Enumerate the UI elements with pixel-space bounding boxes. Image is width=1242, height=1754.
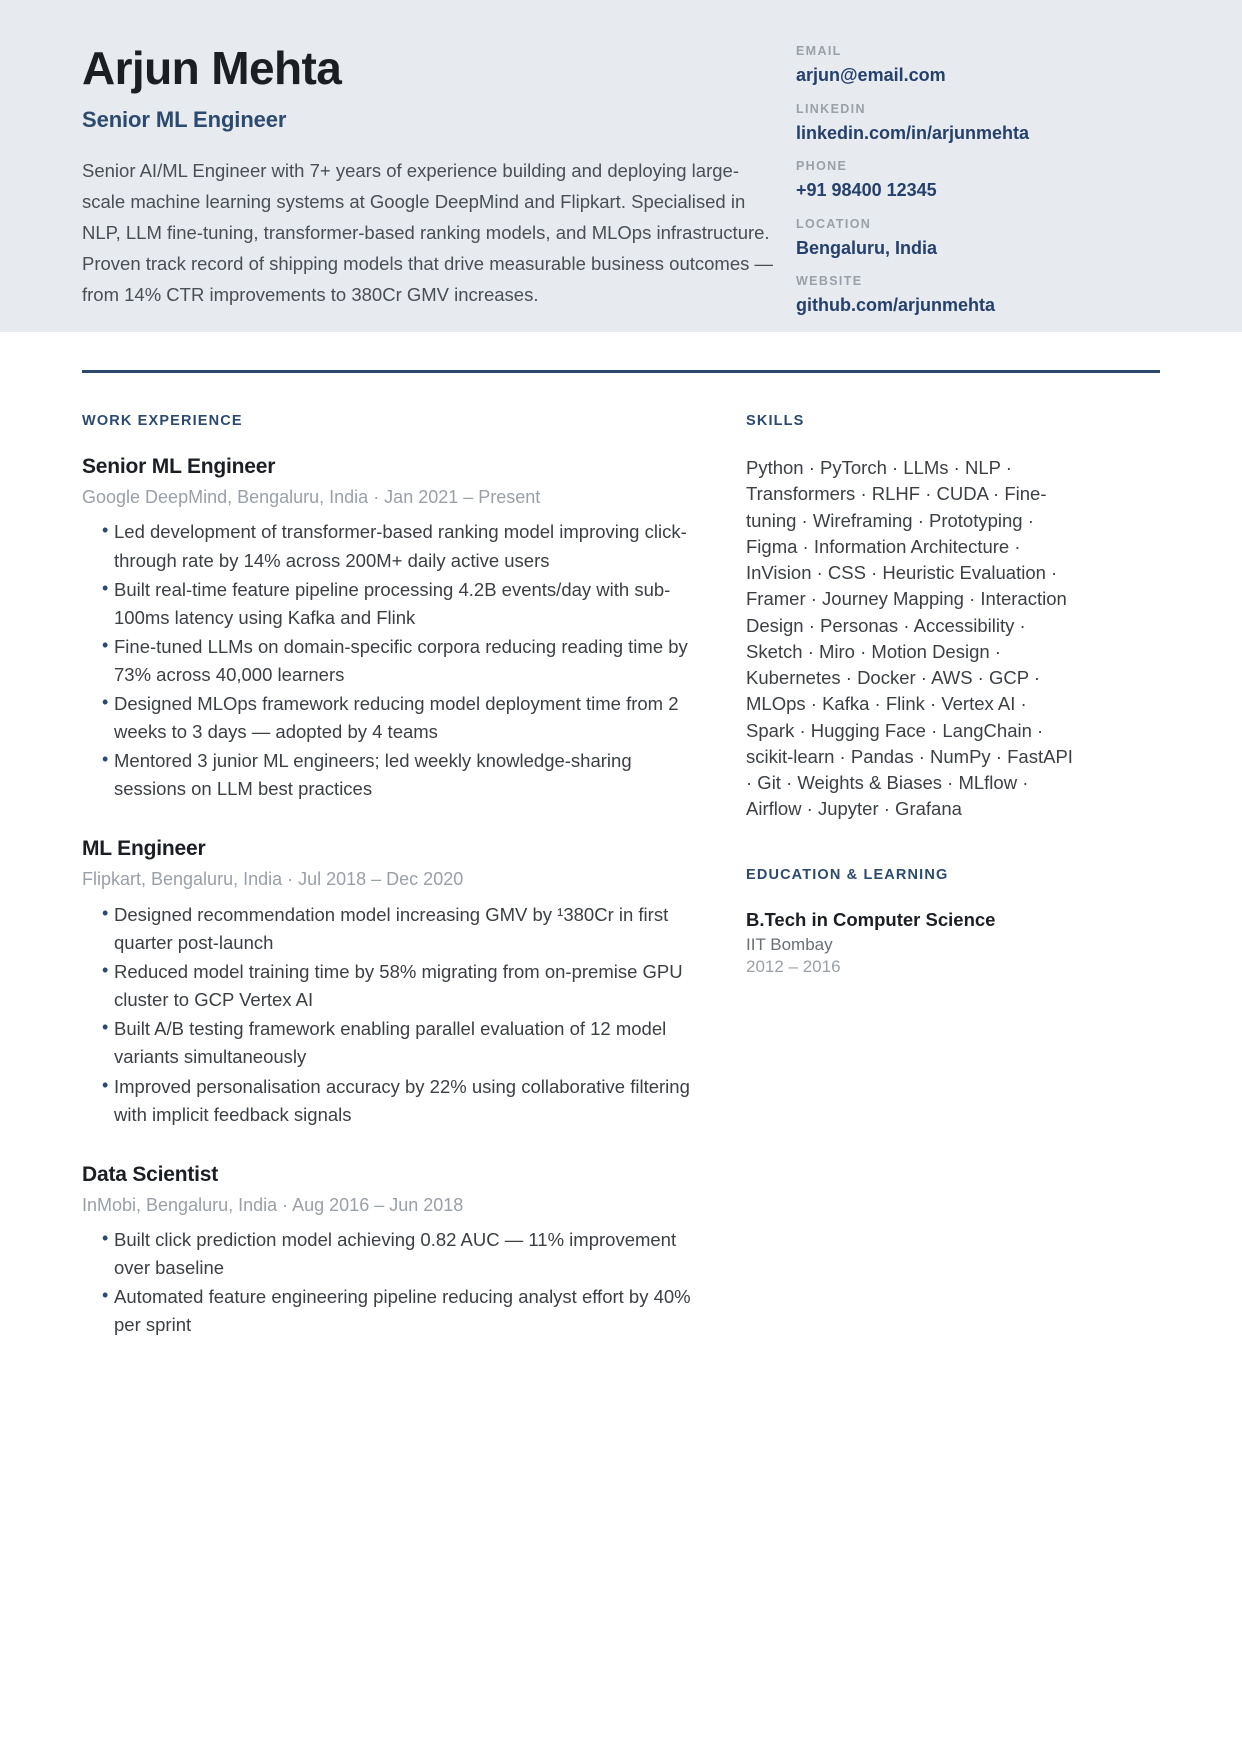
contact-label-email: EMAIL [796,44,842,58]
contact-item-location [796,217,1096,260]
job-bullet: • Led development of transformer-based ranking model improving click-through rate by 14% across 200M+ daily active users [82,518,696,574]
work-experience-column [82,413,722,1341]
job-bullet: • Built click prediction model achieving 0.82 AUC — 11% improvement over baseline [82,1226,696,1282]
contact-label-linkedin: LINKEDIN [796,101,866,116]
job-entry [82,837,696,1128]
contact-value-location: Bengaluru, India [796,237,938,258]
job-meta: InMobi, Bengaluru, India · Aug 2016 – Jun 2018 [82,1194,464,1215]
job-entry [82,455,696,803]
job-bullet-list [82,901,696,1129]
page-title: Arjun Mehta [82,42,342,94]
job-bullet: • Designed recommendation model increasing GMV by ¹380Cr in first quarter post-launch [82,901,696,957]
job-bullet: • Improved personalisation accuracy by 22% using collaborative filtering with implicit feedback signals [82,1073,696,1129]
education-school: IIT Bombay [746,934,833,954]
job-title: Senior ML Engineer [82,455,276,478]
job-title: ML Engineer [82,837,206,861]
job-bullet: • Reduced model training time by 58% migrating from on-premise GPU cluster to GCP Vertex AI [82,958,696,1014]
job-bullet-list [82,518,696,803]
section-title-skills: SKILLS [746,413,805,429]
contact-label-phone: PHONE [796,159,848,173]
job-bullet: • Built A/B testing framework enabling parallel evaluation of 12 model variants simultaneously [82,1015,696,1071]
skills-list: Python · PyTorch · LLMs · NLP · Transformers · RLHF · CUDA · Fine-tuning · Wireframing · Prototyping · Figma · Information Architecture · InVision · CSS · Heuristic Evaluation · Framer · Journey Mapping · Interaction Design · Personas · Accessibility · Sketch · Miro · Motion Design · Kubernetes · Docker · AWS · GCP · MLOps · Kafka · Flink · Vertex AI · Spark · Hugging Face · LangChain · scikit-learn · Pandas · NumPy · FastAPI · Git · Weights & Biases · MLflow · Airflow · Jupyter · Grafana [746,457,1073,820]
job-role-subtitle: Senior ML Engineer [82,106,287,132]
job-bullet: • Automated feature engineering pipeline reducing analyst effort by 40% per sprint [82,1283,696,1339]
contact-item-linkedin [796,102,1096,145]
job-bullet: • Fine-tuned LLMs on domain-specific corpora reducing reading time by 73% across 40,000 learners [82,633,696,689]
professional-summary: Senior AI/ML Engineer with 7+ years of experience building and deploying large-scale machine learning systems at Google DeepMind and Flipkart. Specialised in NLP, LLM fine-tuning, transformer-based ranking models, and MLOps infrastructure. Proven track record of shipping models that drive measurable business outcomes — from 14% CTR improvements to 380Cr GMV increases. [82,159,774,306]
contact-item-website [796,274,1096,317]
header-left-column [82,40,782,310]
job-bullet: • Built real-time feature pipeline processing 4.2B events/day with sub-100ms latency using Kafka and Flink [82,576,696,632]
resume-body [0,373,1242,1341]
job-title: Data Scientist [82,1162,219,1186]
contact-details-block [796,40,1096,317]
contact-label-website: WEBSITE [796,274,863,288]
contact-label-location: LOCATION [796,216,872,231]
job-bullet: • Mentored 3 junior ML engineers; led weekly knowledge-sharing sessions on LLM best practices [82,747,696,803]
contact-value-email[interactable]: arjun@email.com [796,65,946,85]
section-title-work-experience: WORK EXPERIENCE [82,413,243,429]
section-title-education: EDUCATION & LEARNING [746,866,949,883]
education-years: 2012 – 2016 [746,956,841,976]
job-meta: Google DeepMind, Bengaluru, India · Jan 2021 – Present [82,487,541,507]
job-entry [82,1163,696,1340]
contact-value-linkedin[interactable]: linkedin.com/in/arjunmehta [796,122,1030,143]
education-section [746,867,1076,977]
contact-value-phone[interactable]: +91 98400 12345 [796,180,937,200]
resume-header [0,0,1242,332]
job-meta: Flipkart, Bengaluru, India · Jul 2018 – Dec 2020 [82,869,464,890]
contact-value-website[interactable]: github.com/arjunmehta [796,295,996,315]
contact-item-email [796,44,1096,87]
job-bullet: • Designed MLOps framework reducing model deployment time from 2 weeks to 3 days — adopted by 4 teams [82,690,696,746]
education-degree: B.Tech in Computer Science [746,908,996,930]
sidebar-column [746,413,1076,1341]
job-bullet-list [82,1226,696,1339]
contact-item-phone [796,159,1096,202]
